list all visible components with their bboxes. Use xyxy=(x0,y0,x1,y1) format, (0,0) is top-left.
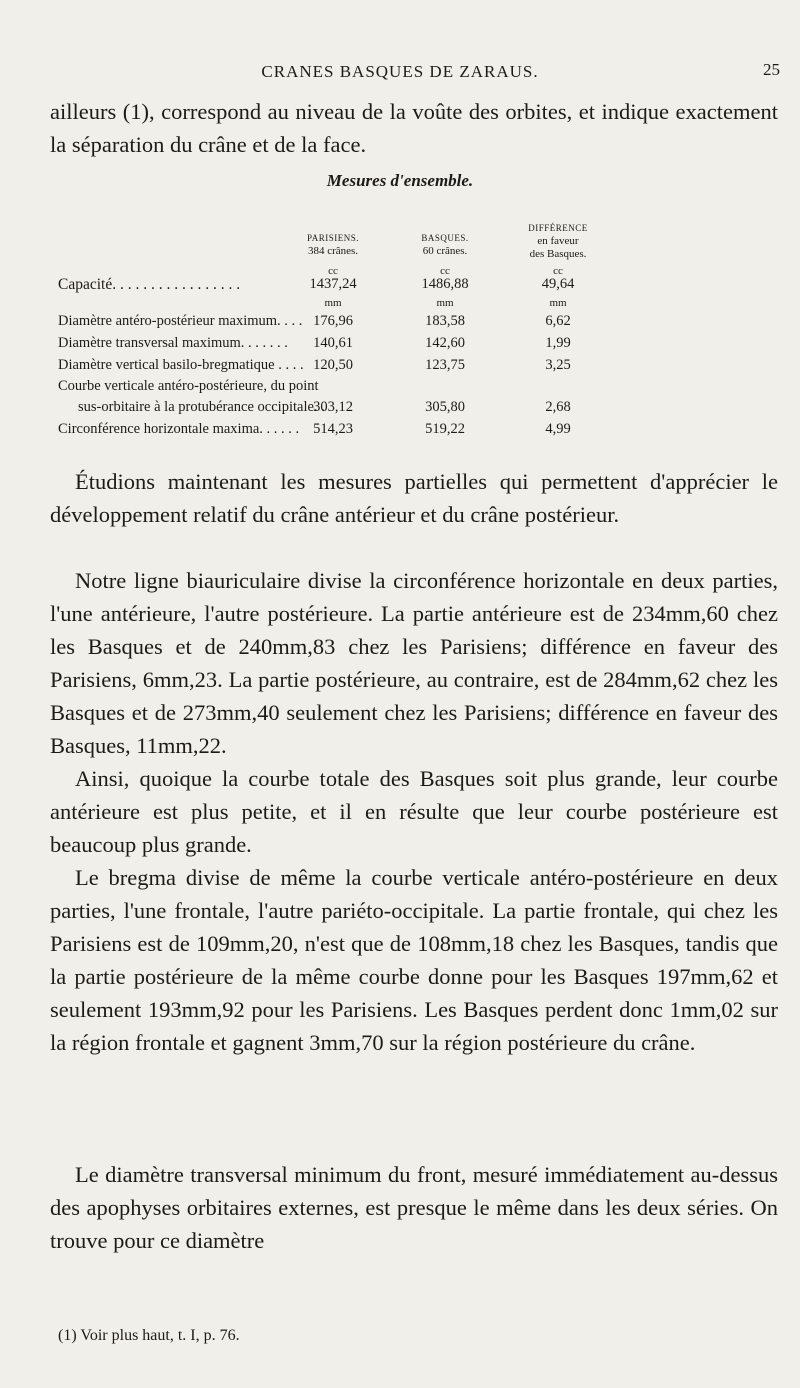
table-row: Diamètre transversal maximum. . . . . . . 140,61 142,60 1,99 xyxy=(58,335,571,351)
page-number: 25 xyxy=(763,60,780,79)
unit-mm: mm xyxy=(436,297,454,309)
table-row: Diamètre vertical basilo-bregmatique . . . . 120,50 123,75 3,25 xyxy=(58,357,571,373)
unit-mm: mm xyxy=(324,297,342,309)
table-row: Diamètre antéro-postérieur maximum. . . . 176,96 183,58 6,62 xyxy=(58,313,571,329)
table-row: Courbe verticale antéro-postérieure, du point xyxy=(58,378,319,394)
paragraph: Ainsi, quoique la courbe totale des Basques soit plus grande, leur courbe antérieure est plus petite, et il en résulte que leur courbe postérieure est beaucoup plus grande. xyxy=(50,766,778,857)
paragraph: Le bregma divise de même la courbe verticale antéro-postérieure en deux parties, l'une frontale, l'autre pariéto-occipitale. La partie frontale, qui chez les Parisiens est de 109mm,20, n'est que de 108mm,18 chez les Basques, tandis que la partie postérieure de la même courbe donne pour les Basques 197mm,62 et seulement 193mm,92 pour les Parisiens. Les Basques perdent donc 1mm,02 sur la région frontale et gagnent 3mm,70 sur la région postérieure du crâne. xyxy=(50,865,778,1055)
section-title: Mesures d'ensemble. xyxy=(326,171,474,190)
table-row: sus-orbitaire à la protubérance occipitale. . 303,12 305,80 2,68 xyxy=(78,399,571,415)
table-row: Capacité. . . . . . . . . . . . . . . . . 1437,24 1486,88 49,64 xyxy=(58,276,575,293)
running-title: CRANES BASQUES DE ZARAUS. xyxy=(261,62,539,81)
column-header-difference: DIFFÉRENCE en faveur des Basques. xyxy=(528,223,588,260)
paragraph: Étudions maintenant les mesures partielles qui permettent d'apprécier le développement relatif du crâne antérieur et du crâne postérieur. xyxy=(50,469,778,527)
paragraph: Notre ligne biauriculaire divise la circonférence horizontale en deux parties, l'une antérieure, l'autre postérieure. La partie antérieure est de 234mm,60 chez les Basques et de 240mm,83 chez les Parisiens; différence en faveur des Parisiens, 6mm,23. La partie postérieure, au contraire, est de 284mm,62 chez les Basques et de 273mm,40 seulement chez les Parisiens; différence en faveur des Basques, 11mm,22. xyxy=(50,568,778,758)
footnote: (1) Voir plus haut, t. I, p. 76. xyxy=(58,1327,240,1344)
column-header-parisiens: PARISIENS. 384 crânes. xyxy=(307,233,359,257)
unit-cc: cc xyxy=(440,265,450,277)
column-header-basques: BASQUES. 60 crânes. xyxy=(421,233,469,257)
unit-cc: cc xyxy=(553,265,563,277)
table-row: Circonférence horizontale maxima. . . . . . 514,23 519,22 4,99 xyxy=(58,421,571,437)
unit-mm: mm xyxy=(549,297,567,309)
unit-cc: cc xyxy=(328,265,338,277)
intro-paragraph: ailleurs (1), correspond au niveau de la voûte des orbites, et indique exactement la séparation du crâne et de la face. xyxy=(50,99,778,157)
paragraph: Le diamètre transversal minimum du front, mesuré immédiatement au-dessus des apophyses orbitaires externes, est presque le même dans les deux séries. On trouve pour ce diamètre xyxy=(50,1162,778,1253)
